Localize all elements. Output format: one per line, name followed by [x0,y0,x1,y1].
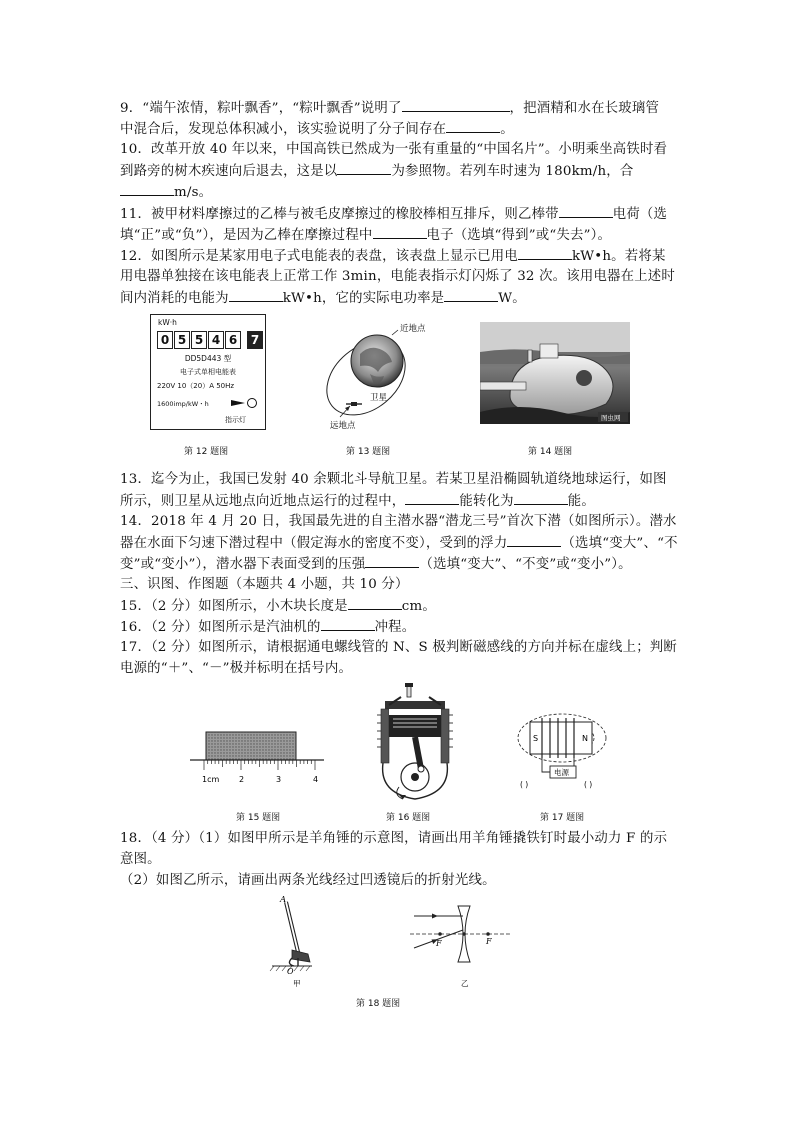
q11-line2: 填“正”或“负”），是因为乙棒在摩擦过程中 电子（选填“得到”或“失去”）。 [120,228,612,243]
answer-blank[interactable] [446,120,500,133]
q10-line3: m/s。 [120,183,212,202]
meter-name: 电子式单相电能表 [180,368,236,376]
answer-blank[interactable] [373,226,427,239]
figure-jia-label: 甲 [293,979,301,988]
far-point-label: 远地点 [330,421,356,431]
answer-blank[interactable] [120,183,174,196]
q15-line: 15．（2 分）如图所示，小木块长度是 cm。 [120,599,436,614]
submersible-photo [480,322,630,424]
watermark-label: 图虫网 [601,414,621,422]
meter-digit: 5 [174,331,190,349]
south-pole-label: S [533,734,539,743]
satellite-label: 卫星 [370,393,388,403]
meter-digit: 4 [208,331,224,349]
q9-line2: 中混合后，发现总体积减小，该实验说明了分子间存在 。 [120,122,514,137]
concave-lens-figure [408,904,514,988]
section-heading: 三、识图、作图题（本题共 4 小题，共 10 分） [120,577,409,592]
answer-blank[interactable] [518,247,572,260]
claw-hammer-figure [268,892,326,988]
figure-caption: 第 13 题图 [346,447,391,457]
polarity-bracket-right: ( ) [584,780,593,789]
q9-line1: 9．“端午浓情，粽叶飘香”，“粽叶飘香”说明了 ，把酒精和水在长玻璃管 [120,101,660,116]
figure-caption: 第 12 题图 [184,447,229,457]
figure-caption: 第 17 题图 [540,813,585,823]
meter-digit: 0 [157,331,173,349]
figure-caption: 第 14 题图 [528,447,573,457]
q16-line: 16．（2 分）如图所示是汽油机的 冲程。 [120,620,416,635]
point-a-label: A [280,895,287,905]
q10-line2: 到路旁的树木疾速向后退去，这是以 为参照物。若列车时速为 180km/h，合 [120,164,634,179]
meter-indicator-label: 指示灯 [225,416,246,424]
answer-blank[interactable] [229,289,283,302]
focus-left-label: F [436,939,442,948]
piston [389,715,441,737]
meter-imp: 1600imp/kW・h [157,400,209,408]
ruler-tick-label: 2 [239,775,245,784]
meter-digits [157,331,263,349]
q14-line1: 14．2018 年 4 月 20 日，我国最先进的自主潜水器“潜龙三号”首次下潜（如图所示）。潜水 [120,514,677,529]
focus-right-label: F [486,937,492,946]
electricity-meter-figure [150,314,266,430]
answer-blank[interactable] [402,99,510,112]
answer-blank[interactable] [348,597,402,610]
q12-line3: 间内消耗的电能为 kW•h，它的实际电功率是 W。 [120,291,526,306]
ruler-figure [190,728,326,788]
satellite-orbit-figure [318,318,428,432]
figure-caption: 第 15 题图 [236,813,281,823]
meter-digit-decimal: 7 [247,331,263,349]
ruler-tick-label: 3 [276,775,282,784]
hammer-head [292,950,310,962]
q13-line1: 13．迄今为止，我国已发射 40 余颗北斗导航卫星。若某卫星沿椭圆轨道绕地球运行，如图 [120,472,667,487]
ruler-ticks [204,760,315,770]
meter-digit: 6 [225,331,241,349]
answer-blank[interactable] [321,618,375,631]
ruler-tick-label: 4 [313,775,319,784]
answer-blank[interactable] [444,289,498,302]
meter-unit: kW·h [158,318,177,327]
power-source-label: 电源 [554,768,569,777]
q12-line1: 12．如图所示是某家用电子式电能表的表盘，该表盘上显示已用电 kW•h。若将某 [120,249,666,264]
satellite-icon [346,402,362,406]
q11-line1: 11．被甲材料摩擦过的乙棒与被毛皮摩擦过的橡胶棒相互排斥，则乙棒带 电荷（选 [120,207,668,222]
meter-model: DD5D443 型 [184,354,232,363]
answer-blank[interactable] [559,205,613,218]
north-pole-label: N [582,734,588,743]
solenoid-figure [516,708,608,794]
answer-blank[interactable] [405,492,459,505]
figure-caption: 第 18 题图 [356,999,401,1009]
q14-line3: 变”或“变小”），潜水器下表面受到的压强 （选填“变大”、“不变”或“变小”）。 [120,557,632,572]
fulcrum-o-label: O [287,967,294,976]
near-point-label: 近地点 [400,324,426,334]
polarity-bracket-left: ( ) [520,780,529,789]
meter-specs: 220V 10（20）A 50Hz [157,382,235,390]
ruler-tick-label: 1cm [202,775,220,784]
engine-cylinder-figure [375,683,455,803]
figure-caption: 第 16 题图 [386,813,431,823]
q17-line1: 17．（2 分）如图所示，请根据通电螺线管的 N、S 极判断磁感线的方向并标在虚线上；判断 [120,640,677,655]
q18-line3: （2）如图乙所示，请画出两条光线经过凹透镜后的折射光线。 [120,873,496,888]
q13-line2: 所示，则卫星从远地点向近地点运行的过程中， 能转化为 能。 [120,494,595,509]
q12-line2: 用电器单独接在该电能表上正常工作 3min，电能表指示灯闪烁了 32 次。该用电器在上述时 [120,269,675,284]
answer-blank[interactable] [514,492,568,505]
answer-blank[interactable] [365,555,419,568]
figure-yi-label: 乙 [461,979,469,988]
wooden-block [206,732,296,760]
q17-line2: 电源的“＋”、“－”极并标明在括号内。 [120,661,353,676]
indicator-light-icon [231,397,261,409]
answer-blank[interactable] [507,534,561,547]
q18-line1: 18．（4 分）（1）如图甲所示是羊角锤的示意图，请画出用羊角锤撬铁钉时最小动力 F 的示 [120,831,668,846]
q10-line1: 10．改革开放 40 年以来，中国高铁已然成为一张有重量的“中国名片”。小明乘坐高铁时看 [120,142,668,157]
meter-digit: 5 [191,331,207,349]
answer-blank[interactable] [337,162,391,175]
q14-line2: 器在水面下匀速下潜过程中（假定海水的密度不变），受到的浮力 （选填“变大”、“不 [120,536,678,551]
q18-line2: 意图。 [120,852,161,867]
